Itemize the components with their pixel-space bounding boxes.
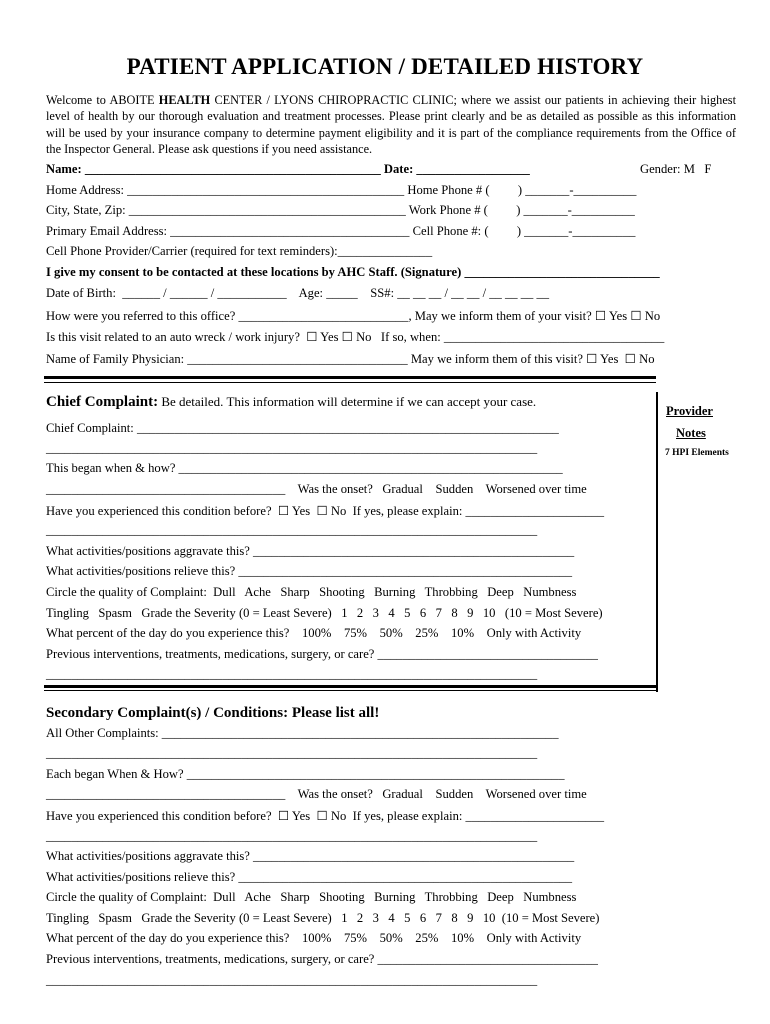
provider-label: Provider [666,404,713,418]
chief-percent-line[interactable]: What percent of the day do you experience this? 100% 75% 50% 25% 10% Only with Activity [46,626,582,640]
secondary-blank-line-1[interactable]: ______________________________________________________________________________ [46,746,538,760]
chief-began-field[interactable]: This began when & how? _____________________________________________________________ [46,461,563,475]
secondary-before-field[interactable]: Have you experienced this condition before? ☐ Yes ☐ No If yes, please explain: ______________________ [46,809,605,823]
secondary-all-other-field[interactable]: All Other Complaints: _______________________________________________________________ [46,726,559,740]
notes-label: Notes [676,426,706,440]
chief-aggravate-field[interactable]: What activities/positions aggravate this? ___________________________________________________ [46,544,575,558]
name-date-line[interactable]: Name: _______________________________________________ Date: __________________ [46,162,530,176]
secondary-aggravate-field[interactable]: What activities/positions aggravate this? ___________________________________________________ [46,849,575,863]
intro-paragraph [46,92,736,157]
secondary-began-field[interactable]: Each began When & How? ____________________________________________________________ [46,767,565,781]
chief-blank-line-2[interactable]: ______________________________________________________________________________ [46,523,538,537]
gender-field[interactable]: Gender: M F [640,162,712,176]
section-divider-thin-2 [44,690,656,691]
email-line[interactable]: Primary Email Address: ______________________________________ Cell Phone #: ( ) _______-__________ [46,224,636,238]
chief-relieve-field[interactable]: What activities/positions relieve this? _____________________________________________________ [46,564,573,578]
chief-heading-sub: Be detailed. This information will determine if we can accept your case. [158,394,537,409]
section-divider-thick-2 [44,685,656,688]
chief-severity-line[interactable]: Tingling Spasm Grade the Severity (0 = Least Severe) 1 2 3 4 5 6 7 8 9 10 (10 = Most Severe) [46,606,603,620]
secondary-quality-line[interactable]: Circle the quality of Complaint: Dull Ache Sharp Shooting Burning Throbbing Deep Numbness [46,890,577,904]
dob-age-ssn-line[interactable]: Date of Birth: ______ / ______ / ___________ Age: _____ SS#: __ __ __ / __ __ / __ __ __ __ [46,286,550,300]
chief-quality-line[interactable]: Circle the quality of Complaint: Dull Ache Sharp Shooting Burning Throbbing Deep Numbness [46,585,577,599]
city-state-zip-line[interactable]: City, State, Zip: ____________________________________________ Work Phone # ( ) _______-__________ [46,203,635,217]
chief-previous-field[interactable]: Previous interventions, treatments, medications, surgery, or care? ___________________________________ [46,647,598,661]
cell-provider-line[interactable]: Cell Phone Provider/Carrier (required for text reminders):_______________ [46,244,433,258]
secondary-blank-line-2[interactable]: ______________________________________________________________________________ [46,829,538,843]
hpi-elements-label: 7 HPI Elements [665,448,729,458]
auto-wreck-line[interactable]: Is this visit related to an auto wreck / work injury? ☐ Yes ☐ No If so, when: ___________________________________ [46,330,665,344]
chief-before-field[interactable]: Have you experienced this condition before? ☐ Yes ☐ No If yes, please explain: ______________________ [46,504,605,518]
section-divider-thin [44,382,656,383]
home-address-line[interactable]: Home Address: ____________________________________________ Home Phone # ( ) _______-__________ [46,183,637,197]
chief-complaint-field[interactable]: Chief Complaint: ___________________________________________________________________ [46,421,559,435]
referred-line[interactable]: How were you referred to this office? ___________________________, May we inform them of your visit? ☐ Yes ☐ No [46,309,661,323]
provider-column-divider [656,392,658,692]
secondary-blank-line-3[interactable]: ______________________________________________________________________________ [46,973,538,987]
intro-text-1: Welcome to ABOITE [46,93,159,107]
secondary-percent-line[interactable]: What percent of the day do you experience this? 100% 75% 50% 25% 10% Only with Activity [46,931,582,945]
intro-text-bold: HEALTH [158,93,211,107]
secondary-relieve-field[interactable]: What activities/positions relieve this? _____________________________________________________ [46,870,573,884]
chief-blank-line-3[interactable]: ______________________________________________________________________________ [46,667,538,681]
secondary-onset-field[interactable]: ______________________________________ Was the onset? Gradual Sudden Worsened over time [46,787,587,801]
chief-heading-title: Chief Complaint: [46,394,159,410]
intro-text-2: CENTER / LYONS CHIROPRACTIC CLINIC; where we assist our patients in achieving their highest level of health by our thorough evaluation and treatment processes. Please print clearly and be as detailed as possible as this information will be used by your insurance company to determine payment eligibility and it is part of the compliance requirements from the Office of the Inspector General. Please ask questions if you need assistance. [46,93,736,156]
section-divider-thick [44,376,656,379]
family-physician-line[interactable]: Name of Family Physician: ___________________________________ May we inform them of this visit? ☐ Yes ☐ No [46,352,655,366]
chief-blank-line-1[interactable]: ______________________________________________________________________________ [46,441,538,455]
page-title: PATIENT APPLICATION / DETAILED HISTORY [126,54,644,79]
secondary-severity-line[interactable]: Tingling Spasm Grade the Severity (0 = Least Severe) 1 2 3 4 5 6 7 8 9 10 (10 = Most Severe) [46,911,600,925]
secondary-previous-field[interactable]: Previous interventions, treatments, medications, surgery, or care? ___________________________________ [46,952,598,966]
chief-onset-field[interactable]: ______________________________________ Was the onset? Gradual Sudden Worsened over time [46,482,587,496]
consent-signature-line[interactable]: I give my consent to be contacted at these locations by AHC Staff. (Signature) _______________________________ [46,265,660,279]
chief-complaint-heading [46,394,536,411]
secondary-complaint-heading: Secondary Complaint(s) / Conditions: Please list all! [46,705,380,721]
